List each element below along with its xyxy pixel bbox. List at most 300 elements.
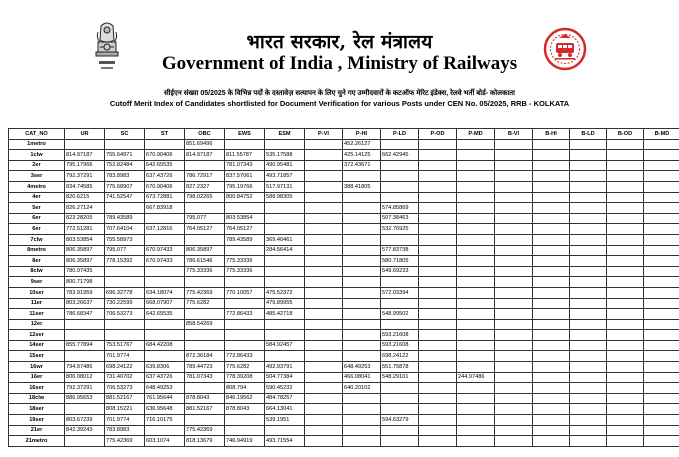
cutoff-cell [570, 245, 607, 256]
cutoff-cell [305, 203, 343, 214]
category-cell: 8er [9, 256, 65, 267]
cutoff-cell: 684.42208 [145, 340, 185, 351]
cutoff-cell: 823.28205 [65, 213, 105, 224]
cutoff-cell [419, 287, 457, 298]
cutoff-cell: 826.27124 [65, 203, 105, 214]
cutoff-cell [343, 425, 381, 436]
cutoff-cell [381, 160, 419, 171]
table-row [9, 287, 679, 298]
cutoff-cell [381, 234, 419, 245]
cutoff-cell [495, 213, 533, 224]
cutoff-cell [644, 277, 679, 288]
column-header-p-md: P-MD [457, 129, 495, 140]
table-row [9, 224, 679, 235]
cutoff-cell: 244.97486 [457, 372, 495, 383]
cutoff-cell [533, 277, 570, 288]
cutoff-cell: 572.03394 [381, 287, 419, 298]
cutoff-cell [145, 319, 185, 330]
cutoff-cell: 590.45232 [265, 383, 305, 394]
cutoff-cell [570, 213, 607, 224]
cutoff-cell [457, 181, 495, 192]
cutoff-cell [381, 139, 419, 150]
cutoff-cell [225, 415, 265, 426]
category-cell: 8metro [9, 245, 65, 256]
cutoff-cell [343, 256, 381, 267]
cutoff-cell [457, 160, 495, 171]
cutoff-cell [419, 192, 457, 203]
cutoff-cell [570, 171, 607, 182]
cutoff-cell [265, 139, 305, 150]
cutoff-cell [145, 234, 185, 245]
cutoff-cell [305, 256, 343, 267]
cutoff-cell [343, 245, 381, 256]
cutoff-cell [185, 309, 225, 320]
cutoff-cell [607, 287, 644, 298]
cutoff-cell: 775.6282 [225, 362, 265, 373]
cutoff-cell: 642.65535 [145, 160, 185, 171]
cutoff-cell: 372.43671 [343, 160, 381, 171]
cutoff-cell: 701.9774 [105, 415, 145, 426]
cutoff-cell [305, 234, 343, 245]
cutoff-cell [533, 192, 570, 203]
cutoff-cell [570, 415, 607, 426]
cutoff-cell [533, 362, 570, 373]
cutoff-cell [570, 298, 607, 309]
cutoff-cell: 670.97433 [145, 256, 185, 267]
cutoff-cell: 808.794 [225, 383, 265, 394]
cutoff-cell [533, 224, 570, 235]
cutoff-cell [495, 245, 533, 256]
cutoff-cell [607, 245, 644, 256]
cutoff-cell [570, 436, 607, 447]
cutoff-cell: 803.53854 [65, 234, 105, 245]
cutoff-cell [305, 298, 343, 309]
cutoff-cell: 577.83738 [381, 245, 419, 256]
cutoff-cell [644, 203, 679, 214]
cutoff-cell: 795.077 [185, 213, 225, 224]
cutoff-cell: 792.37291 [65, 171, 105, 182]
cutoff-cell: 878.8043 [225, 404, 265, 415]
cutoff-cell [533, 160, 570, 171]
cutoff-cell [495, 393, 533, 404]
cutoff-cell: 648.49253 [343, 362, 381, 373]
cutoff-cell: 806.35897 [65, 245, 105, 256]
category-cell: 11er [9, 298, 65, 309]
cutoff-cell [644, 181, 679, 192]
cutoff-cell [644, 351, 679, 362]
railway-logo-icon [543, 27, 587, 71]
table-row [9, 150, 679, 161]
cutoff-cell [457, 150, 495, 161]
cutoff-cell [457, 351, 495, 362]
table-row [9, 181, 679, 192]
cutoff-cell [607, 181, 644, 192]
cutoff-cell [419, 139, 457, 150]
table-row [9, 319, 679, 330]
category-cell: 21metro [9, 436, 65, 447]
cutoff-cell [381, 171, 419, 182]
category-cell: 6er [9, 224, 65, 235]
cutoff-cell: 872.36184 [185, 351, 225, 362]
category-cell: 4metro [9, 181, 65, 192]
cutoff-cell [644, 245, 679, 256]
cutoff-cell [145, 266, 185, 277]
cutoff-cell [644, 393, 679, 404]
cutoff-cell [607, 340, 644, 351]
cutoff-cell: 490.95481 [265, 160, 305, 171]
cutoff-cell: 775.68907 [105, 181, 145, 192]
cutoff-cell [644, 234, 679, 245]
cutoff-cell: 800.84752 [225, 192, 265, 203]
table-row [9, 309, 679, 320]
cutoff-cell [381, 436, 419, 447]
table-row [9, 266, 679, 277]
table-row [9, 171, 679, 182]
cutoff-cell: 789.43589 [105, 213, 145, 224]
table-row [9, 415, 679, 426]
category-cell: 16ser [9, 383, 65, 394]
cutoff-cell: 803.67239 [65, 415, 105, 426]
cutoff-cell [305, 372, 343, 383]
cutoff-cell [65, 436, 105, 447]
cutoff-cell [570, 277, 607, 288]
cutoff-cell: 834.74585 [65, 181, 105, 192]
cutoff-cell [607, 277, 644, 288]
table-row [9, 203, 679, 214]
cutoff-cell [65, 351, 105, 362]
cutoff-cell [185, 234, 225, 245]
cutoff-cell: 548.29101 [381, 372, 419, 383]
cutoff-cell [607, 266, 644, 277]
cutoff-cell [305, 266, 343, 277]
table-body [9, 139, 679, 446]
cutoff-cell [457, 340, 495, 351]
cutoff-cell [381, 404, 419, 415]
cutoff-cell: 507.38463 [381, 213, 419, 224]
cutoff-cell [305, 181, 343, 192]
cutoff-cell [644, 330, 679, 341]
cutoff-cell [225, 425, 265, 436]
cutoff-cell [305, 192, 343, 203]
cutoff-cell: 493.71857 [265, 171, 305, 182]
category-cell: 9ser [9, 277, 65, 288]
cutoff-cell [343, 234, 381, 245]
cutoff-cell: 858.54269 [185, 319, 225, 330]
cutoff-cell [533, 234, 570, 245]
cutoff-cell: 706.53273 [105, 309, 145, 320]
cutoff-cell [419, 224, 457, 235]
cutoff-cell [305, 425, 343, 436]
cutoff-cell [495, 330, 533, 341]
cutoff-cell [265, 319, 305, 330]
cutoff-cell [225, 330, 265, 341]
cutoff-cell [533, 393, 570, 404]
cutoff-cell: 588.98305 [265, 192, 305, 203]
cutoff-cell [533, 340, 570, 351]
column-header-st: ST [145, 129, 185, 140]
cutoff-cell [533, 171, 570, 182]
cutoff-cell [644, 436, 679, 447]
table-row [9, 139, 679, 150]
cutoff-cell [570, 372, 607, 383]
cutoff-cell [457, 245, 495, 256]
cutoff-cell [570, 425, 607, 436]
cutoff-cell: 781.07343 [185, 372, 225, 383]
table-row [9, 425, 679, 436]
cutoff-cell [607, 404, 644, 415]
category-cell: 12ser [9, 330, 65, 341]
cutoff-cell [457, 203, 495, 214]
cutoff-cell: 539.1951 [265, 415, 305, 426]
cutoff-cell: 532.76925 [381, 224, 419, 235]
cutoff-cell: 485.42718 [265, 309, 305, 320]
cutoff-cell [419, 383, 457, 394]
cutoff-cell [644, 383, 679, 394]
cutoff-cell [495, 425, 533, 436]
cutoff-cell [185, 340, 225, 351]
cutoff-cell: 548.99502 [381, 309, 419, 320]
cutoff-cell [419, 372, 457, 383]
cutoff-cell [607, 372, 644, 383]
category-cell: 15ser [9, 351, 65, 362]
cutoff-cell [495, 372, 533, 383]
cutoff-cell [607, 298, 644, 309]
cutoff-cell [457, 309, 495, 320]
cutoff-cell: 639.8306 [145, 362, 185, 373]
cutoff-cell: 881.52167 [185, 404, 225, 415]
cutoff-cell: 775.33336 [225, 266, 265, 277]
category-cell: 1metro [9, 139, 65, 150]
cutoff-cell: 673.72881 [145, 192, 185, 203]
column-header-p-hi: P-HI [343, 129, 381, 140]
cutoff-cell: 789.44723 [185, 362, 225, 373]
cutoff-cell [381, 277, 419, 288]
cutoff-cell [607, 139, 644, 150]
cutoff-cell: 786.72917 [185, 171, 225, 182]
cutoff-cell: 775.42369 [185, 425, 225, 436]
cutoff-cell [533, 287, 570, 298]
cutoff-cell: 795.077 [105, 245, 145, 256]
cutoff-cell: 800.71798 [65, 277, 105, 288]
cutoff-cell [225, 139, 265, 150]
cutoff-cell: 780.97435 [65, 266, 105, 277]
cutoff-cell: 772.86433 [225, 309, 265, 320]
cutoff-cell [65, 330, 105, 341]
cutoff-cell: 668.07907 [145, 298, 185, 309]
cutoff-cell: 846.19562 [225, 393, 265, 404]
cutoff-cell [305, 319, 343, 330]
cutoff-cell [419, 160, 457, 171]
category-cell: 12er [9, 319, 65, 330]
category-cell: 5er [9, 203, 65, 214]
cutoff-cell: 814.97187 [185, 150, 225, 161]
cutoff-cell: 818.13679 [185, 436, 225, 447]
cutoff-cell [419, 362, 457, 373]
cutoff-cell [305, 245, 343, 256]
cutoff-cell [495, 383, 533, 394]
cutoff-cell [495, 287, 533, 298]
cutoff-cell: 837.57061 [225, 171, 265, 182]
cutoff-cell [457, 298, 495, 309]
table-row [9, 245, 679, 256]
cutoff-cell [343, 330, 381, 341]
cutoff-cell [457, 319, 495, 330]
table-row [9, 383, 679, 394]
cutoff-cell: 730.22599 [105, 298, 145, 309]
cutoff-cell [644, 171, 679, 182]
cutoff-cell [265, 425, 305, 436]
cutoff-cell [343, 415, 381, 426]
cutoff-cell: 504.77384 [265, 372, 305, 383]
cutoff-cell: 755.64971 [105, 150, 145, 161]
cutoff-cell [607, 330, 644, 341]
cutoff-cell [381, 383, 419, 394]
cutoff-cell: 795.19766 [225, 181, 265, 192]
cutoff-cell [570, 224, 607, 235]
cutoff-cell [225, 245, 265, 256]
cutoff-cell: 778.15392 [105, 256, 145, 267]
cutoff-cell [495, 256, 533, 267]
cutoff-cell [457, 224, 495, 235]
cutoff-cell [145, 425, 185, 436]
cutoff-cell: 786.61546 [185, 256, 225, 267]
cutoff-cell [305, 287, 343, 298]
cutoff-cell [457, 383, 495, 394]
category-cell: 19ser [9, 415, 65, 426]
category-cell: 2er [9, 160, 65, 171]
cutoff-cell [343, 436, 381, 447]
cutoff-cell: 484.78257 [265, 393, 305, 404]
cutoff-cell [457, 266, 495, 277]
cutoff-cell [607, 160, 644, 171]
cutoff-merit-table [8, 128, 679, 447]
cutoff-cell [644, 404, 679, 415]
cutoff-cell [644, 150, 679, 161]
cutoff-cell [381, 192, 419, 203]
cutoff-cell [495, 319, 533, 330]
cutoff-cell [265, 213, 305, 224]
cutoff-cell [105, 203, 145, 214]
cutoff-cell [145, 330, 185, 341]
cutoff-cell [343, 266, 381, 277]
cutoff-cell: 584.92457 [265, 340, 305, 351]
cutoff-cell [105, 277, 145, 288]
cutoff-cell: 806.35897 [185, 245, 225, 256]
column-header-p-od: P-OD [419, 129, 457, 140]
table-row [9, 213, 679, 224]
cutoff-cell [419, 436, 457, 447]
cutoff-cell: 731.40702 [105, 372, 145, 383]
cutoff-cell [145, 213, 185, 224]
column-header-ur: UR [65, 129, 105, 140]
cutoff-cell [419, 171, 457, 182]
cutoff-cell [225, 203, 265, 214]
cutoff-cell [495, 181, 533, 192]
cutoff-cell [419, 150, 457, 161]
cutoff-cell [495, 340, 533, 351]
cutoff-cell [533, 203, 570, 214]
cutoff-cell [607, 309, 644, 320]
cutoff-cell [607, 351, 644, 362]
cutoff-cell [457, 362, 495, 373]
cutoff-cell [495, 171, 533, 182]
cutoff-cell [419, 351, 457, 362]
cutoff-cell [105, 266, 145, 277]
cutoff-cell [381, 319, 419, 330]
cutoff-cell [457, 330, 495, 341]
cutoff-cell: 795.17966 [65, 160, 105, 171]
cutoff-cell [644, 192, 679, 203]
cutoff-cell: 662.42945 [381, 150, 419, 161]
cutoff-cell: 698.24122 [105, 362, 145, 373]
category-cell: 10ser [9, 287, 65, 298]
cutoff-cell: 664.13041 [265, 404, 305, 415]
cutoff-cell: 670.90406 [145, 181, 185, 192]
cutoff-cell [105, 139, 145, 150]
cutoff-cell: 425.14125 [343, 150, 381, 161]
cutoff-cell [570, 192, 607, 203]
cutoff-cell [533, 150, 570, 161]
cutoff-cell [495, 150, 533, 161]
table-row [9, 362, 679, 373]
cutoff-cell [343, 319, 381, 330]
cutoff-cell [457, 139, 495, 150]
category-cell: 8clw [9, 266, 65, 277]
cutoff-cell: 778.39208 [225, 372, 265, 383]
cutoff-cell [533, 266, 570, 277]
cutoff-cell [305, 436, 343, 447]
cutoff-cell [644, 372, 679, 383]
cutoff-cell [457, 277, 495, 288]
title-english: Government of India , Ministry of Railways [161, 53, 518, 74]
cutoff-cell [305, 224, 343, 235]
cutoff-cell [265, 277, 305, 288]
cutoff-cell [644, 213, 679, 224]
cutoff-cell [495, 298, 533, 309]
category-cell: 14ser [9, 340, 65, 351]
cutoff-cell: 783.91959 [65, 287, 105, 298]
table-row [9, 393, 679, 404]
table-row [9, 256, 679, 267]
cutoff-cell [607, 150, 644, 161]
cutoff-cell: 706.53273 [105, 383, 145, 394]
cutoff-cell: 466.08041 [343, 372, 381, 383]
cutoff-cell [145, 139, 185, 150]
cutoff-cell: 808.15221 [105, 404, 145, 415]
cutoff-cell [343, 298, 381, 309]
cutoff-cell [495, 309, 533, 320]
cutoff-cell [495, 404, 533, 415]
cutoff-cell: 827.2327 [185, 181, 225, 192]
cutoff-cell [145, 351, 185, 362]
cutoff-cell: 789.43589 [225, 234, 265, 245]
cutoff-cell [343, 340, 381, 351]
column-header-p-ld: P-LD [381, 129, 419, 140]
category-cell: 16er [9, 372, 65, 383]
cutoff-cell [457, 256, 495, 267]
cutoff-cell [105, 319, 145, 330]
cutoff-cell [419, 203, 457, 214]
table-row [9, 234, 679, 245]
cutoff-cell: 775.33336 [225, 256, 265, 267]
cutoff-cell [644, 340, 679, 351]
table-header [9, 129, 679, 140]
cutoff-cell: 772.86433 [225, 351, 265, 362]
cutoff-cell [644, 319, 679, 330]
cutoff-cell [343, 213, 381, 224]
cutoff-cell [495, 160, 533, 171]
cutoff-cell: 878.8043 [185, 393, 225, 404]
